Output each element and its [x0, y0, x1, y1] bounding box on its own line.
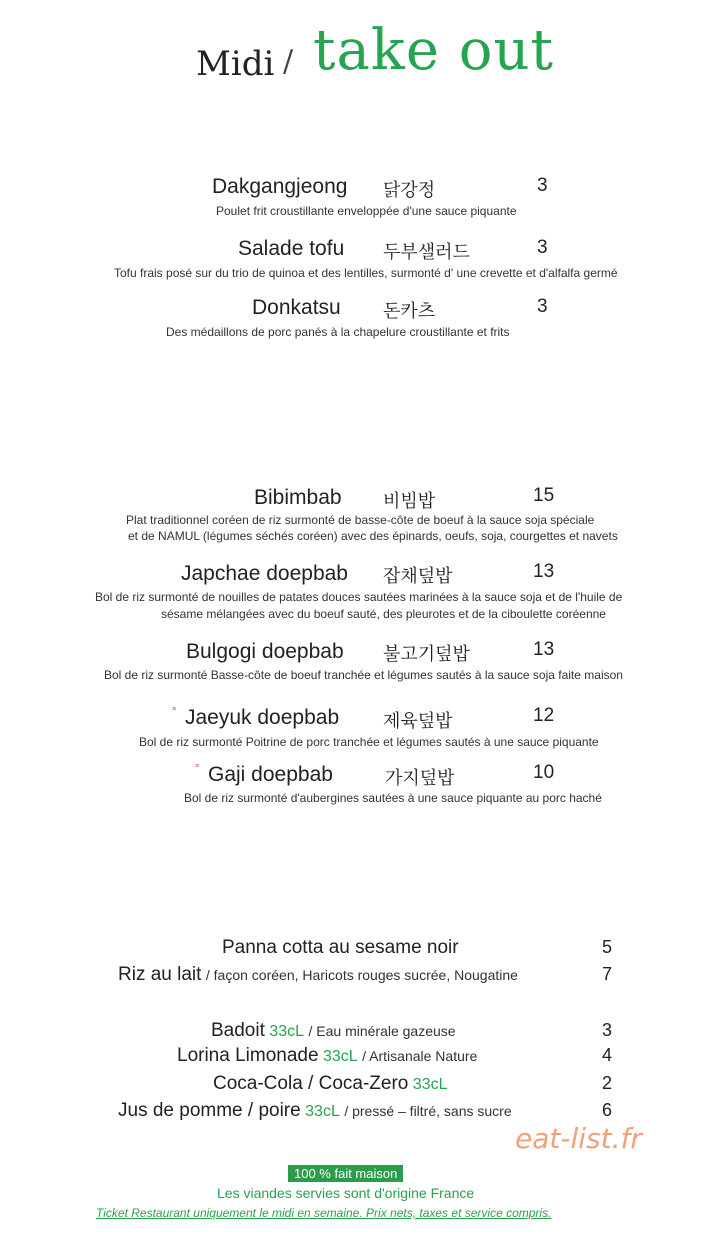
drink-volume: 33cL	[305, 1103, 340, 1120]
item-name: Jaeyuk doepbab	[185, 706, 340, 729]
item-price: 10	[533, 762, 555, 783]
item-korean: 돈카츠	[383, 301, 436, 322]
drink-volume: 33cL	[269, 1023, 305, 1040]
drink-name: Coca-Cola / Coca-Zero	[213, 1073, 409, 1094]
item-description: Tofu frais posé sur du trio de quinoa et des lentilles, surmonté d' une crevette et d'alfalfa germé	[114, 266, 618, 280]
item-description: et de NAMUL (légumes séchés coréen) avec des épinards, oeufs, soja, courgettes et navets	[128, 529, 618, 543]
item-description: Poulet frit croustillante enveloppée d'une sauce piquante	[216, 204, 517, 218]
dessert-row	[118, 964, 518, 986]
drink-price: 3	[602, 1020, 613, 1040]
item-name: Bulgogi doepbab	[186, 640, 344, 663]
item-price: 13	[533, 561, 555, 582]
item-description: sésame mélangées avec du boeuf sauté, des pleurotes et de la ciboulette coréenne	[161, 607, 606, 621]
drink-row	[213, 1073, 448, 1095]
drink-volume: 33cL	[412, 1076, 448, 1093]
item-description: Bol de riz surmonté Poitrine de porc tranchée et légumes sautés à une sauce piquante	[139, 735, 599, 749]
drink-row	[118, 1100, 512, 1122]
item-korean: 가지덮밥	[385, 768, 455, 789]
drink-price: 6	[602, 1100, 613, 1120]
dessert-name: Panna cotta au sesame noir	[222, 937, 459, 958]
drink-row	[177, 1045, 477, 1067]
header-take-out: take out	[313, 18, 555, 83]
item-description: Des médaillons de porc panés à la chapelure croustillante et frits	[166, 325, 510, 339]
drink-detail: / pressé – filtré, sans sucre	[344, 1103, 512, 1119]
dessert-price: 5	[602, 937, 613, 957]
item-description: Bol de riz surmonté d'aubergines sautées à une sauce piquante au porc haché	[184, 791, 602, 805]
drink-price: 4	[602, 1045, 613, 1065]
item-name: Bibimbab	[254, 486, 342, 509]
dessert-detail: / façon coréen, Haricots rouges sucrée, Nougatine	[205, 967, 518, 983]
ticket-note: Ticket Restaurant uniquement le midi en semaine. Prix nets, taxes et service compris.	[96, 1206, 552, 1220]
item-price: 3	[537, 296, 548, 317]
homemade-badge: 100 % fait maison	[288, 1165, 403, 1182]
item-description: Bol de riz surmonté de nouilles de patates douces sautées marinées à la sauce soja et de l'huile de	[95, 590, 623, 604]
item-price: 12	[533, 705, 555, 726]
item-korean: 잡채덮밥	[383, 566, 453, 587]
drink-volume: 33cL	[323, 1048, 358, 1065]
item-price: 15	[533, 485, 555, 506]
marker-icon: °	[195, 763, 200, 775]
drink-row	[211, 1020, 456, 1042]
drink-detail: / Eau minérale gazeuse	[308, 1023, 456, 1039]
drink-detail: / Artisanale Nature	[362, 1048, 478, 1064]
item-description: Plat traditionnel coréen de riz surmonté de basse-côte de boeuf à la sauce soja spéciale	[126, 513, 595, 527]
drink-price: 2	[602, 1073, 613, 1093]
item-description: Bol de riz surmonté Basse-côte de boeuf tranchée et légumes sautés à la sauce soja faite maison	[104, 668, 623, 682]
drink-name: Jus de pomme / poire	[118, 1100, 301, 1121]
item-korean: 두부샐러드	[383, 242, 470, 263]
item-name: Gaji doepbab	[208, 763, 333, 786]
item-name: Dakgangjeong	[212, 175, 348, 198]
watermark-logo: eat-list.fr	[515, 1122, 642, 1155]
item-price: 3	[537, 175, 548, 196]
header-slash: /	[283, 44, 294, 79]
marker-icon: °	[172, 706, 177, 718]
drink-name: Badoit	[211, 1020, 265, 1041]
header-midi: Midi	[196, 44, 275, 84]
dessert-name: Riz au lait	[118, 964, 202, 985]
item-price: 3	[537, 237, 548, 258]
item-name: Donkatsu	[252, 296, 341, 319]
item-name: Salade tofu	[238, 237, 345, 260]
item-korean: 비빔밥	[383, 491, 436, 512]
dessert-price: 7	[602, 964, 613, 984]
origin-note: Les viandes servies sont d'origine France	[217, 1185, 475, 1201]
drink-name: Lorina Limonade	[177, 1045, 319, 1066]
item-price: 13	[533, 639, 555, 660]
item-korean: 제육덮밥	[383, 711, 453, 732]
item-name: Japchae doepbab	[181, 562, 348, 585]
item-korean: 불고기덮밥	[383, 644, 470, 665]
item-korean: 닭강정	[383, 180, 436, 201]
